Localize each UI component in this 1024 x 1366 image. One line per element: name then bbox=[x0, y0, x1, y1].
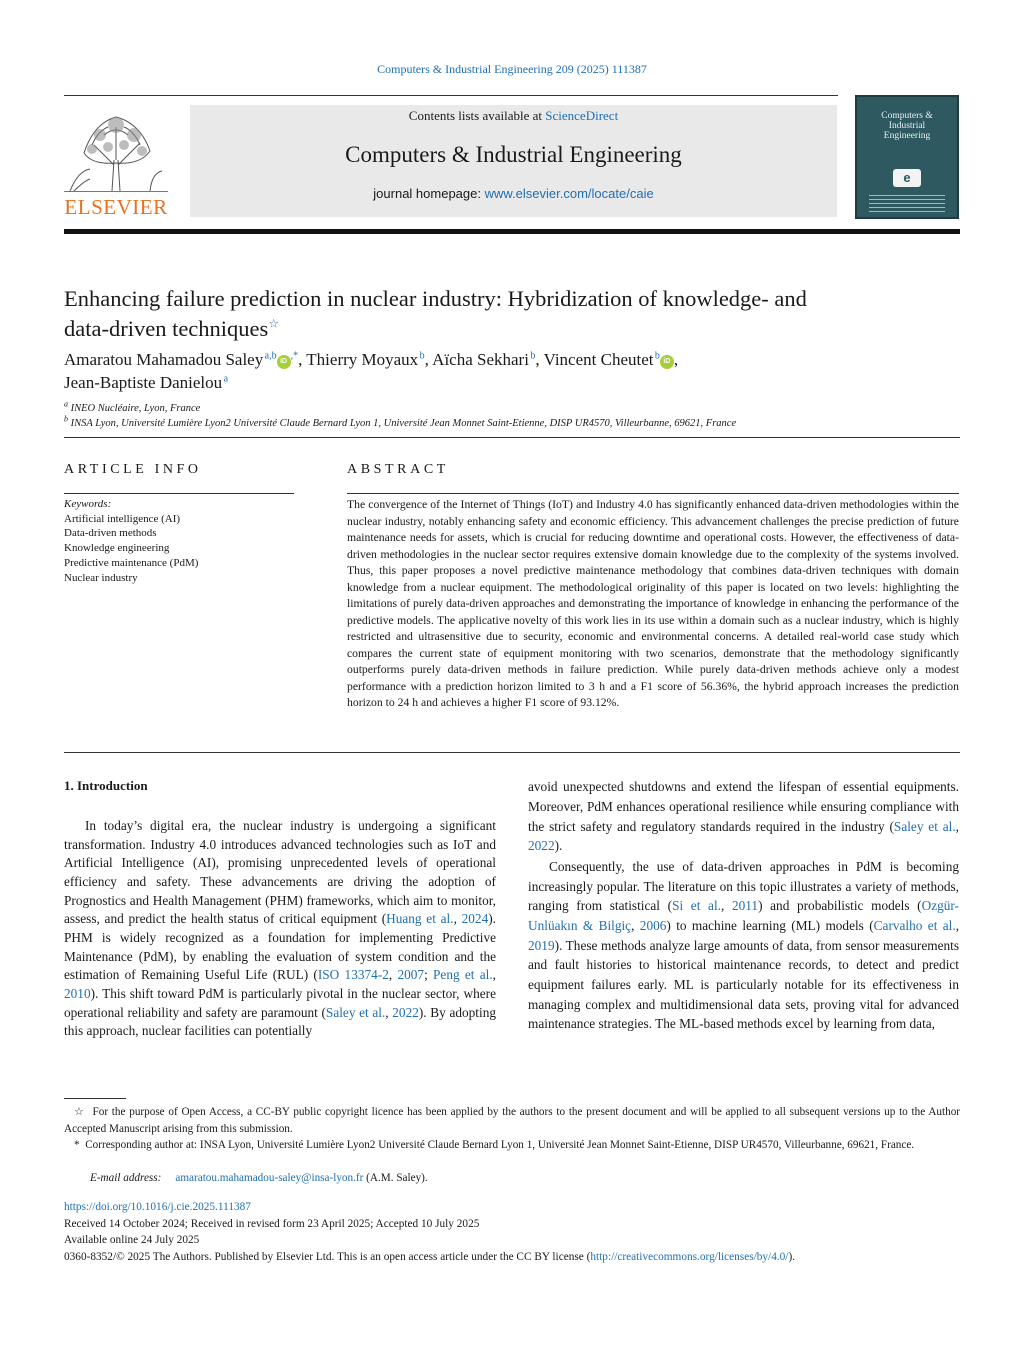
author-name[interactable]: Amaratou Mahamadou Saley bbox=[64, 350, 264, 369]
doi-link[interactable]: https://doi.org/10.1016/j.cie.2025.111387 bbox=[64, 1201, 251, 1213]
license-link[interactable]: http://creativecommons.org/licenses/by/4.0/ bbox=[590, 1250, 789, 1263]
homepage-link[interactable]: www.elsevier.com/locate/caie bbox=[484, 186, 654, 201]
author-name[interactable]: Vincent Cheutet bbox=[543, 350, 654, 369]
affiliations bbox=[64, 401, 960, 431]
journal-masthead bbox=[190, 105, 837, 217]
citation-link[interactable]: 2010 bbox=[64, 985, 91, 1001]
elsevier-tree-icon bbox=[64, 105, 168, 217]
email-link[interactable]: amaratou.mahamadou-saley@insa-lyon.fr bbox=[175, 1172, 364, 1184]
copyright-line: 0360-8352/© 2025 The Authors. Published by Elsevier Ltd. This is an open access article under the CC BY license (http://creativecommons.org/licenses/by/4.0/). bbox=[64, 1250, 796, 1263]
keywords-block bbox=[64, 497, 294, 585]
author-name[interactable]: Jean-Baptiste Danielou bbox=[64, 373, 223, 392]
abstract-text: The convergence of the Internet of Things (IoT) and Industry 4.0 has significantly enhanced data-driven methodologies within the nuclear industry, notably enhancing safety and economic efficiency. This advancement challenges the precise prediction of future maintenance needs for assets, which is crucial for reducing downtime and operational costs. However, the effectiveness of data-driven methodologies in the nuclear sector requires extensive domain knowledge due to the complexity of the systems involved. Thus, this paper proposes a novel predictive maintenance methodology that combines data-driven techniques with domain knowledge from a nuclear equipment. The methodological originality of this paper is located on two levels: highlighting the limitations of purely data-driven approaches and demonstrating the importance of knowledge in enhancing the performance of the predictive models. The applicative novelty of this work lies in its use within a domain such as a nuclear industry, which is highly restricted and ultrasensitive due to security, economic and environmental concerns. A detailed real-world case study which compares the current state of equipment monitoring with two scenarios, demonstrate that the methodology significantly outperforms purely data-driven methods in failure prediction. While purely data-driven methods achieve only a modest performance with a prediction horizon limited to 3 h and a F1 score of 56.36%, the hybrid approach increases the prediction horizon to 24 h and achieves a higher F1 score of 93.12%. bbox=[347, 498, 959, 709]
intro-paragraph-1: In today’s digital era, the nuclear industry is undergoing a significant transformation. Industry 4.0 introduces advanced technologies such as IoT and Artificial Intelligence (AI), promising unprecedented levels of operational efficiency and safety. These advancements are driving the adoption of Prognostics and Health Management (PHM) frameworks, which aim to monitor, assess, and predict the health status of critical equipment (Huang et al., 2024). PHM is widely recognized as a foundation for implementing Predictive Maintenance (PdM), by enabling the evaluation of system condition and the estimation of Remaining Useful Life (RUL) (ISO 13374-2, 2007; Peng et al., 2010). This shift toward PdM is particularly pivotal in the nuclear sector, where operational reliability and safety are paramount (Saley et al., 2022). By adopting this approach, nuclear facilities can potentially bbox=[64, 818, 496, 1039]
keywords-label: Keywords: bbox=[64, 498, 112, 510]
footnote-email: E-mail address: amaratou.mahamadou-saley@insa-lyon.fr (A.M. Saley). bbox=[90, 1172, 428, 1184]
footnote-open-access: ☆ For the purpose of Open Access, a CC-BY public copyright licence has been applied by the authors to the present document and will be applied to all subsequent versions up to the Author Accepted Manuscript arising from this submission. bbox=[64, 1106, 961, 1135]
keyword-item: Nuclear industry bbox=[64, 571, 138, 584]
citation-link[interactable]: 2024 bbox=[461, 911, 489, 927]
orcid-icon[interactable]: iD bbox=[660, 355, 674, 369]
keyword-item: Artificial intelligence (AI) bbox=[64, 512, 181, 525]
affiliation-b: $^b$ INSA Lyon, Université Lumière Lyon2 Université Claude Bernard Lyon 1, Université Jean Monnet Saint-Etienne, DISP UR4570, Villeurbanne, 69621, France bbox=[64, 414, 737, 429]
section-heading-introduction: 1. Introduction bbox=[64, 778, 148, 793]
citation-link[interactable]: 2019 bbox=[528, 937, 555, 953]
article-title: Enhancing failure prediction in nuclear industry: Hybridization of knowledge- and data-driven techniques☆ bbox=[64, 286, 807, 341]
received-dates: Received 14 October 2024; Received in revised form 23 April 2025; Accepted 10 July 2025 bbox=[64, 1217, 480, 1230]
publication-info bbox=[64, 1199, 964, 1265]
keyword-item: Predictive maintenance (PdM) bbox=[64, 556, 199, 569]
title-footnote-mark[interactable]: ☆ bbox=[268, 316, 280, 331]
footnote-star-mark: ☆ bbox=[74, 1106, 85, 1118]
citation-link[interactable]: ISO 13374-2 bbox=[317, 967, 389, 983]
article-info-heading: ARTICLE INFO bbox=[64, 462, 202, 477]
divider bbox=[64, 493, 294, 494]
journal-reference[interactable]: Computers & Industrial Engineering 209 (2025) 111387 bbox=[377, 62, 647, 76]
citation-link[interactable]: 2011 bbox=[731, 898, 759, 914]
affiliation-a: $^a$ INEO Nucléaire, Lyon, France bbox=[64, 399, 201, 414]
header-rule bbox=[64, 95, 838, 96]
citation-link[interactable]: Ozgür-Unlüakın & Bilgiç bbox=[528, 898, 959, 933]
sciencedirect-link[interactable]: ScienceDirect bbox=[545, 108, 619, 123]
citation-link[interactable]: 2022 bbox=[528, 838, 555, 854]
author-name[interactable]: Aïcha Sekhari bbox=[432, 350, 529, 369]
orcid-icon[interactable]: iD bbox=[277, 355, 291, 369]
keyword-item: Data-driven methods bbox=[64, 527, 157, 540]
abstract-heading: ABSTRACT bbox=[347, 462, 449, 477]
divider bbox=[64, 437, 960, 438]
author-name[interactable]: Thierry Moyaux bbox=[306, 350, 419, 369]
citation-link[interactable]: Peng et al. bbox=[433, 967, 493, 983]
citation-link[interactable]: Saley et al. bbox=[325, 1004, 386, 1020]
citation-link[interactable]: 2006 bbox=[639, 917, 667, 933]
journal-title: Computers & Industrial Engineering bbox=[345, 142, 682, 167]
citation-link[interactable]: Saley et al. bbox=[893, 818, 956, 834]
citation-link[interactable]: 2022 bbox=[392, 1004, 419, 1020]
journal-cover[interactable] bbox=[855, 95, 959, 219]
contents-line: Contents lists available at ScienceDirect bbox=[408, 108, 619, 123]
cover-title: Computers & Industrial Engineering bbox=[881, 111, 933, 141]
header-thick-rule bbox=[64, 229, 960, 234]
intro-paragraph-2: Consequently, the use of data-driven approaches in PdM is becoming increasingly popular. The literature on this topic illustrates a variety of methods, ranging from statistical (Si et al., 2011) and probabilistic models (Ozgür-Unlüakın & Bilgiç, 2006) to machine learning (ML) models (Carvalho et al., 2019). These methods analyze large amounts of data, from sensor measurements and fault histories to historical maintenance records, to detect and predict equipment failures early. ML is particularly notable for its effectiveness in managing complex and multidimensional data sets, proving vital for advanced maintenance strategies. The ML-based methods excel by learning from data, bbox=[528, 859, 960, 1032]
keyword-item: Knowledge engineering bbox=[64, 542, 170, 555]
footnote-corresponding-author: * Corresponding author at: INSA Lyon, Université Lumière Lyon2 Université Claude Bernard Lyon 1, Université Jean Monnet Saint-Etienne, DISP UR4570, Villeurbanne, 69621, France. bbox=[74, 1139, 915, 1151]
svg-text:ELSEVIER: ELSEVIER bbox=[64, 195, 168, 217]
author-list: Amaratou Mahamadou Saley $^{a,b}$iD,*, Thierry Moyaux $^b$, Aïcha Sekhari $^b$, Vincent Cheutet $^b$iD , Jean-Baptiste Danielou $^a$ bbox=[64, 350, 679, 392]
journal-homepage: journal homepage: www.elsevier.com/locate/caie bbox=[373, 186, 654, 201]
footnote-rule bbox=[64, 1098, 126, 1099]
elsevier-logo bbox=[64, 105, 168, 217]
cover-e-icon: e bbox=[893, 169, 921, 187]
divider bbox=[64, 752, 960, 753]
divider bbox=[347, 493, 959, 494]
citation-link[interactable]: Huang et al. bbox=[386, 911, 454, 927]
citation-link[interactable]: Si et al. bbox=[672, 898, 721, 914]
citation-link[interactable]: Carvalho et al. bbox=[873, 917, 956, 933]
intro-paragraph-1-continued: avoid unexpected shutdowns and extend the lifespan of essential equipments. Moreover, PdM enhances operational resilience while ensuring compliance with the strict safety and regulatory standards required in the industry (Saley et al., 2022). bbox=[528, 779, 959, 854]
available-online: Available online 24 July 2025 bbox=[64, 1234, 200, 1246]
citation-link[interactable]: 2007 bbox=[397, 967, 425, 983]
cover-text-lines bbox=[869, 195, 945, 215]
